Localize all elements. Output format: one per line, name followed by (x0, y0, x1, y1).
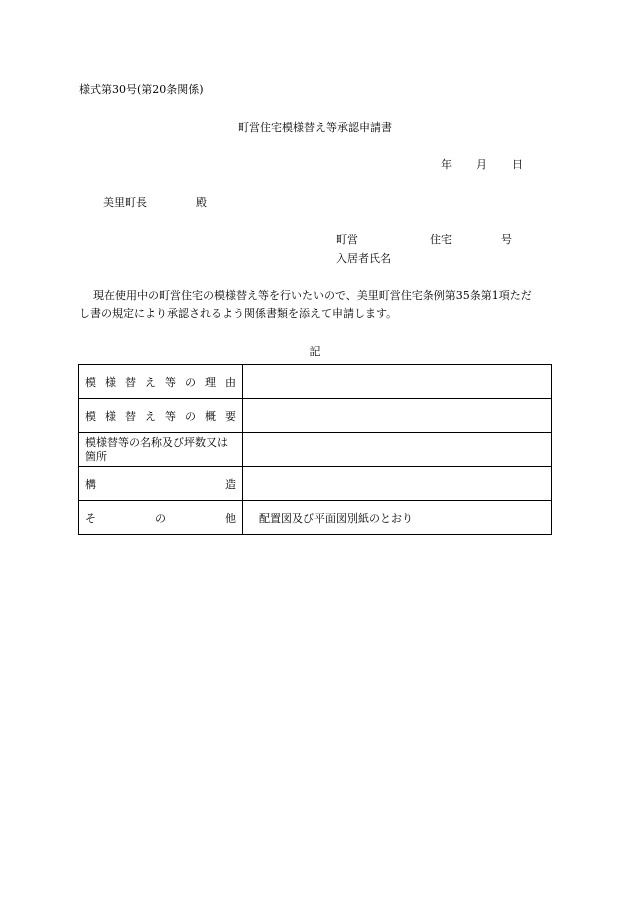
date-day-label: 日 (512, 158, 523, 171)
row-value-reason (243, 365, 552, 399)
document-title: 町営住宅模様替え等承認申請書 (238, 121, 392, 134)
addressee-name: 美里町長 (103, 196, 147, 209)
row-label-summary (79, 399, 243, 433)
row-label-structure (79, 467, 243, 501)
row-label-char: そ (85, 511, 96, 525)
row-label-char: の (185, 375, 196, 389)
addressee-honorific: 殿 (196, 196, 207, 209)
table-row (79, 467, 552, 501)
housing-jutaku-label: 住宅 (430, 233, 452, 246)
table-row (79, 399, 552, 433)
row-label-char: 様 (105, 409, 116, 423)
record-heading: 記 (309, 345, 321, 358)
table-row (79, 433, 552, 467)
row-label-char: 模 (85, 409, 96, 423)
row-label-char: 概 (205, 409, 216, 423)
body-text-line-2: し書の規定により承認されるよう関係書類を添えて申請します。 (79, 307, 398, 320)
row-label-char: 構 (85, 477, 96, 491)
row-label-char: 他 (225, 511, 236, 525)
table-row (79, 365, 552, 399)
row-label-char: 様 (105, 375, 116, 389)
resident-name-label: 入居者氏名 (336, 252, 391, 265)
housing-town-label: 町営 (336, 233, 358, 246)
row-label-char: 造 (225, 477, 236, 491)
body-text-line-1: 現在使用中の町営住宅の模様替え等を行いたいので、美里町営住宅条例第35条第1項ただ (93, 289, 532, 302)
application-table (78, 364, 552, 535)
row-label-other (79, 501, 243, 535)
row-label-name-area-text: 模様替等の名称及び坪数又は箇所 (85, 435, 228, 463)
row-label-char: の (185, 409, 196, 423)
row-label-char: 由 (225, 375, 236, 389)
row-label-reason (79, 365, 243, 399)
row-label-char: 要 (225, 409, 236, 423)
row-label-char: 替 (125, 375, 136, 389)
row-value-name-area (243, 433, 552, 467)
row-label-char: え (145, 409, 156, 423)
row-label-char: 模 (85, 375, 96, 389)
date-year-label: 年 (441, 158, 452, 171)
row-value-structure (243, 467, 552, 501)
row-label-char: 替 (125, 409, 136, 423)
row-value-summary (243, 399, 552, 433)
table-row (79, 501, 552, 535)
row-label-name-area (79, 433, 243, 467)
row-label-char: え (145, 375, 156, 389)
row-label-char: 等 (165, 409, 176, 423)
date-month-label: 月 (476, 158, 487, 171)
housing-number-label: 号 (501, 233, 512, 246)
row-label-char: 等 (165, 375, 176, 389)
row-label-char: の (155, 511, 166, 525)
row-label-char: 理 (205, 375, 216, 389)
form-number: 様式第30号(第20条関係) (79, 83, 204, 96)
row-value-other: 配置図及び平面図別紙のとおり (243, 501, 552, 535)
